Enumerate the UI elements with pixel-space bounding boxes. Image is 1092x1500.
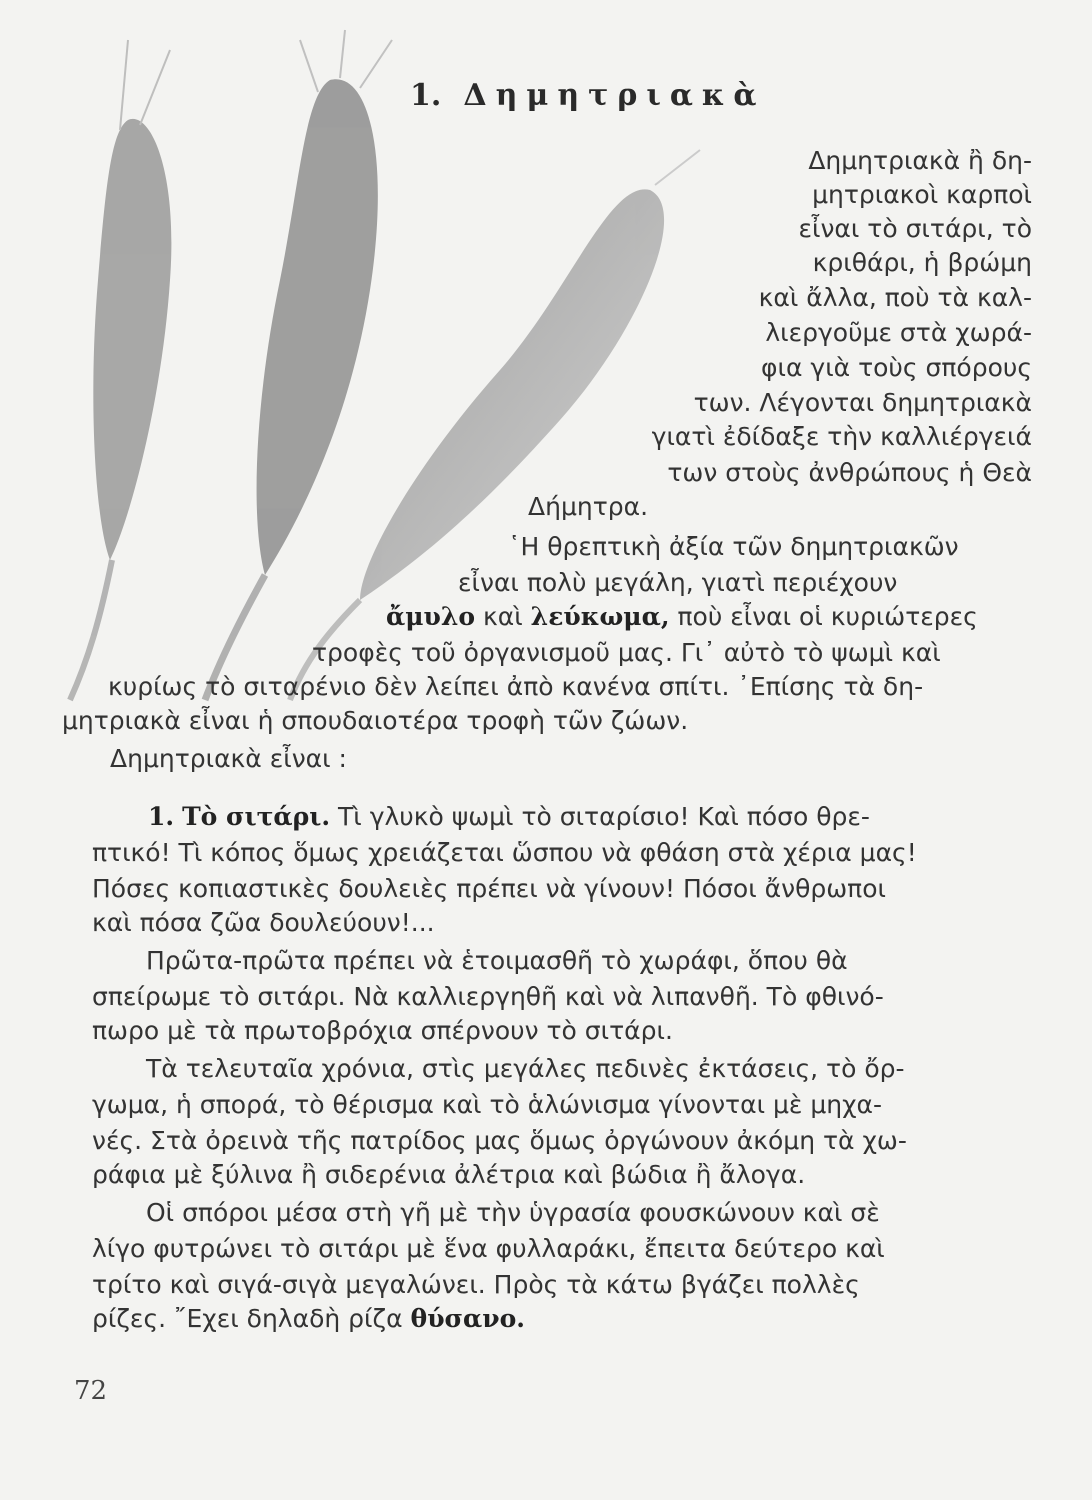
wheat-heading-line — [148, 800, 870, 834]
wheat-ear-left — [70, 40, 171, 700]
paragraph-line: σπείρωμε τὸ σιτάρι. Νὰ καλλιεργηθῆ καὶ νὰ λιπανθῆ. Τὸ φθινό- — [92, 982, 884, 1011]
paragraph-line: λίγο φυτρώνει τὸ σιτάρι μὲ ἕνα φυλλαράκι, ἔπειτα δεύτερο καὶ — [92, 1234, 885, 1263]
intro-line: γιατὶ ἐδίδαξε τὴν καλλιέργειά — [651, 422, 1032, 451]
wheat-line: καὶ πόσα ζῶα δουλεύουν!... — [92, 908, 435, 937]
paragraph-line: Οἱ σπόροι μέσα στὴ γῆ μὲ τὴν ὑγρασία φουσκώνουν καὶ σὲ — [146, 1198, 880, 1227]
nutrition-text: ποὺ εἶναι οἱ κυριώτερες — [669, 602, 978, 631]
intro-line: καὶ ἄλλα, ποὺ τὰ καλ- — [758, 283, 1032, 312]
nutrition-line: κυρίως τὸ σιταρένιο δὲν λείπει ἀπὸ κανένα σπίτι. ᾽Επίσης τὰ δη- — [108, 672, 924, 701]
section-number: 1. — [410, 78, 442, 113]
nutrition-line — [386, 600, 978, 634]
intro-line: των. Λέγονται δημητριακὰ — [693, 388, 1032, 417]
paragraph-line — [92, 1302, 525, 1336]
nutrition-line: τροφὲς τοῦ ὀργανισμοῦ μας. Γι᾽ αὐτὸ τὸ ψωμὶ καὶ — [312, 638, 941, 667]
nutrition-line: Δημητριακὰ εἶναι : — [110, 744, 347, 773]
paragraph-text: ρίζες. ῎Εχει δηλαδὴ ρίζα — [92, 1304, 411, 1333]
paragraph-line: νές. Στὰ ὀρεινὰ τῆς πατρίδος μας ὅμως ὀργώνουν ἀκόμη τὰ χω- — [92, 1126, 907, 1155]
wheat-text: Τὶ γλυκὸ ψωμὶ τὸ σιταρίσιο! Καὶ πόσο θρε- — [338, 802, 870, 831]
paragraph-line: ράφια μὲ ξύλινα ἢ σιδερένια ἀλέτρια καὶ βώδια ἢ ἄλογα. — [92, 1160, 806, 1189]
intro-line: λιεργοῦμε στὰ χωρά- — [765, 318, 1032, 347]
paragraph-line: τρίτο καὶ σιγά-σιγὰ μεγαλώνει. Πρὸς τὰ κάτω βγάζει πολλὲς — [92, 1270, 860, 1299]
intro-line: Δήμητρα. — [528, 492, 649, 521]
section-title-text: Δημητριακὰ — [463, 78, 766, 113]
intro-line: εἶναι τὸ σιτάρι, τὸ — [798, 214, 1032, 243]
term-thysano: θύσανο. — [410, 1304, 525, 1333]
page-number: 72 — [74, 1376, 108, 1406]
paragraph-line: γωμα, ἡ σπορά, τὸ θέρισμα καὶ τὸ ἁλώνισμα γίνονται μὲ μηχα- — [92, 1090, 883, 1119]
term-amylo: ἄμυλο — [386, 602, 476, 631]
intro-line: φια γιὰ τοὺς σπόρους — [761, 353, 1032, 382]
wheat-ear-middle — [205, 30, 392, 700]
wheat-number: 1. — [148, 802, 175, 831]
intro-line: μητριακοὶ καρποὶ — [812, 180, 1032, 209]
nutrition-line: εἶναι πολὺ μεγάλη, γιατὶ περιέχουν — [458, 568, 898, 597]
term-lefkoma: λεύκωμα, — [530, 602, 670, 631]
nutrition-line: ῾Η θρεπτικὴ ἀξία τῶν δημητριακῶν — [508, 532, 959, 561]
intro-line: των στοὺς ἀνθρώπους ἡ Θεὰ — [667, 458, 1032, 487]
wheat-heading: Τὸ σιτάρι. — [182, 802, 331, 831]
paragraph-line: Πρῶτα-πρῶτα πρέπει νὰ ἑτοιμασθῆ τὸ χωράφι, ὅπου θὰ — [146, 946, 848, 975]
paragraph-line: πωρο μὲ τὰ πρωτοβρόχια σπέρνουν τὸ σιτάρι. — [92, 1016, 673, 1045]
nutrition-line: μητριακὰ εἶναι ἡ σπουδαιοτέρα τροφὴ τῶν ζώων. — [62, 706, 689, 735]
intro-line: κριθάρι, ἡ βρώμη — [812, 248, 1032, 277]
wheat-line: Πόσες κοπιαστικὲς δουλειὲς πρέπει νὰ γίνουν! Πόσοι ἄνθρωποι — [92, 874, 886, 903]
nutrition-text: καὶ — [475, 602, 531, 631]
intro-line: Δημητριακὰ ἢ δη- — [808, 146, 1032, 175]
wheat-line: πτικό! Τὶ κόπος ὅμως χρειάζεται ὥσπου νὰ φθάση στὰ χέρια μας! — [92, 838, 917, 867]
paragraph-line: Τὰ τελευταῖα χρόνια, στὶς μεγάλες πεδινὲς ἐκτάσεις, τὸ ὄρ- — [146, 1054, 905, 1083]
section-title — [410, 78, 766, 113]
